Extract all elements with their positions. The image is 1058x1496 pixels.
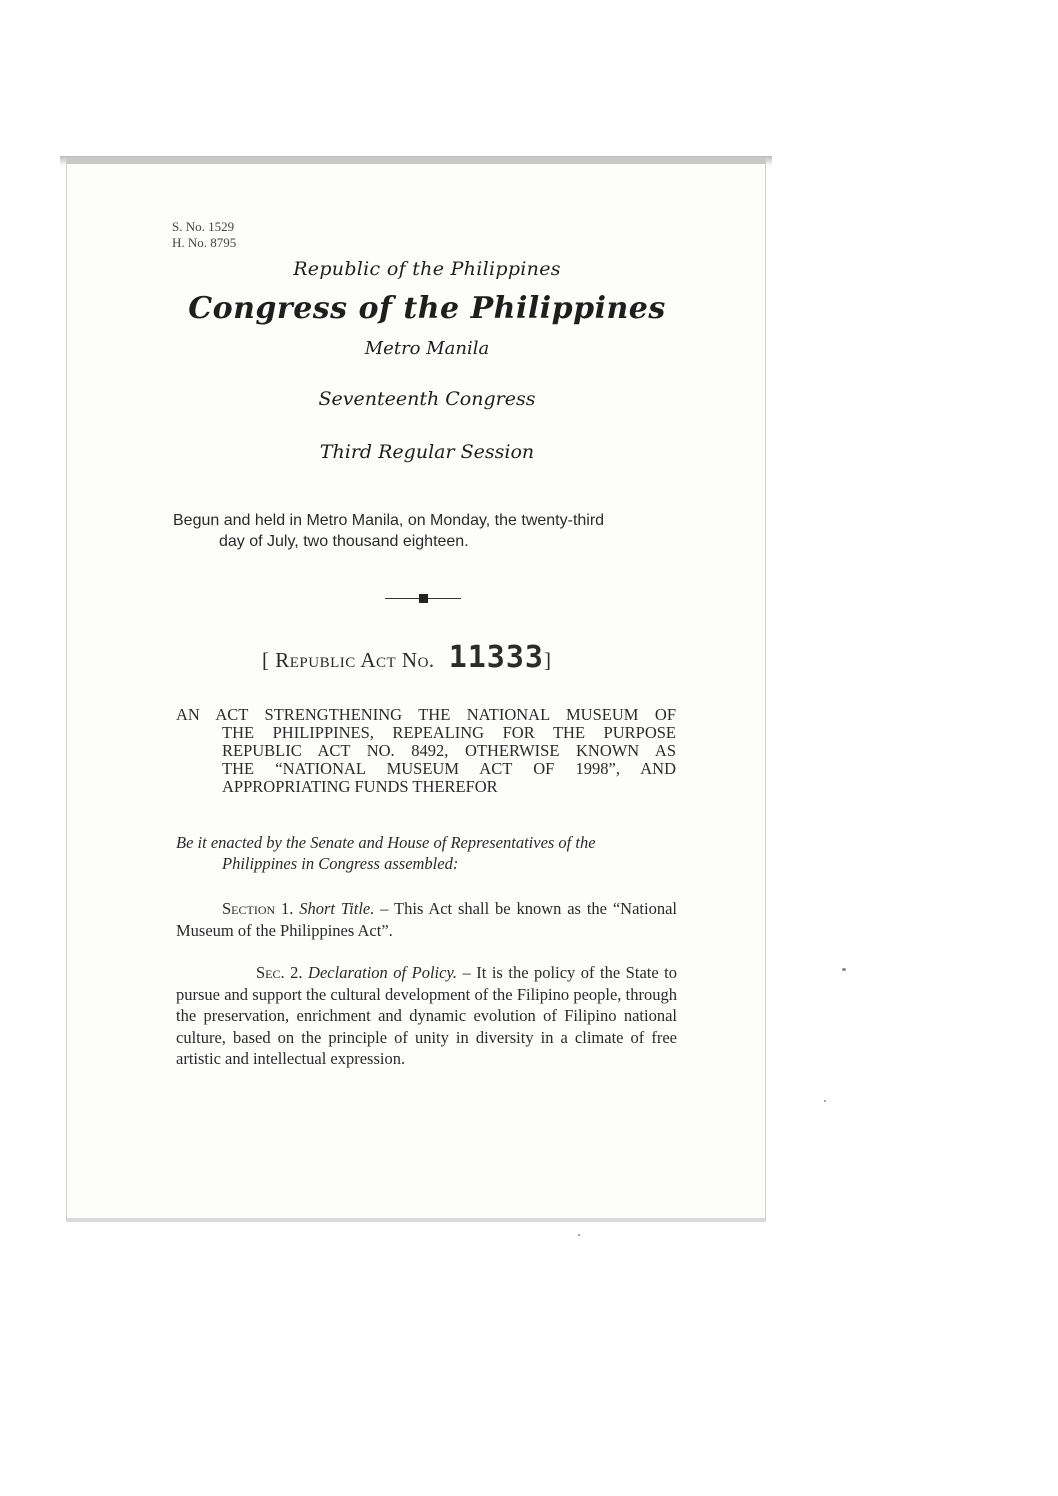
section-2-paragraph	[176, 962, 677, 1070]
section-1-paragraph	[176, 898, 677, 941]
enacting-clause-line-2: Philippines in Congress assembled:	[222, 854, 459, 873]
act-title-line: APPROPRIATING FUNDS THEREFOR	[222, 777, 498, 796]
section-1-label: Section 1.	[222, 899, 294, 918]
congress-number-heading: Seventeenth Congress	[318, 388, 536, 410]
section-2-heading: Declaration of Policy.	[308, 963, 457, 982]
section-1-text: – This Act shall be known as the “National Museum of the Philippines Act”.	[176, 899, 677, 940]
begun-line-2: day of July, two thousand eighteen.	[219, 533, 469, 550]
location-heading: Metro Manila	[364, 338, 490, 359]
divider-ornament	[385, 590, 461, 608]
act-title-line: THE PHILIPPINES, REPEALING FOR THE PURPOSE	[222, 723, 676, 742]
enacting-clause	[176, 832, 676, 874]
enacting-clause-line-1: Be it enacted by the Senate and House of Representatives of the	[176, 833, 596, 852]
scan-speck	[842, 968, 846, 971]
section-1-heading: Short Title.	[299, 899, 375, 918]
act-title-line: AN ACT STRENGTHENING THE NATIONAL MUSEUM OF	[176, 705, 676, 724]
scan-speck	[578, 1234, 580, 1236]
scan-speck	[824, 1100, 826, 1102]
congress-heading: Congress of the Philippines	[188, 291, 666, 326]
republic-act-stamp-number: 11333	[448, 640, 544, 675]
republic-act-label: [ Republic Act No.	[262, 648, 435, 672]
house-bill-number: H. No. 8795	[172, 235, 237, 250]
section-2-label: Sec. 2.	[256, 963, 303, 982]
republic-heading: Republic of the Philippines	[293, 258, 561, 280]
republic-act-number	[262, 640, 602, 675]
section-2-text: – It is the policy of the State to pursue and support the cultural development of the Filipino people, through the preservation, enrichment and dynamic evolution of Filipino national culture, based on the principle of unity in diversity in a climate of free artistic and intellectual expression.	[176, 963, 678, 1068]
act-title-line: REPUBLIC ACT NO. 8492, OTHERWISE KNOWN AS	[222, 741, 676, 760]
begun-line-1: Begun and held in Metro Manila, on Monday, the twenty-third	[173, 512, 605, 529]
republic-act-close-bracket: ]	[544, 648, 552, 672]
bill-numbers	[172, 219, 236, 251]
act-title-line: THE “NATIONAL MUSEUM ACT OF 1998”, AND	[222, 759, 676, 778]
act-title	[176, 706, 676, 796]
begun-statement	[173, 510, 683, 552]
senate-bill-number: S. No. 1529	[172, 219, 235, 234]
session-heading: Third Regular Session	[319, 441, 535, 463]
